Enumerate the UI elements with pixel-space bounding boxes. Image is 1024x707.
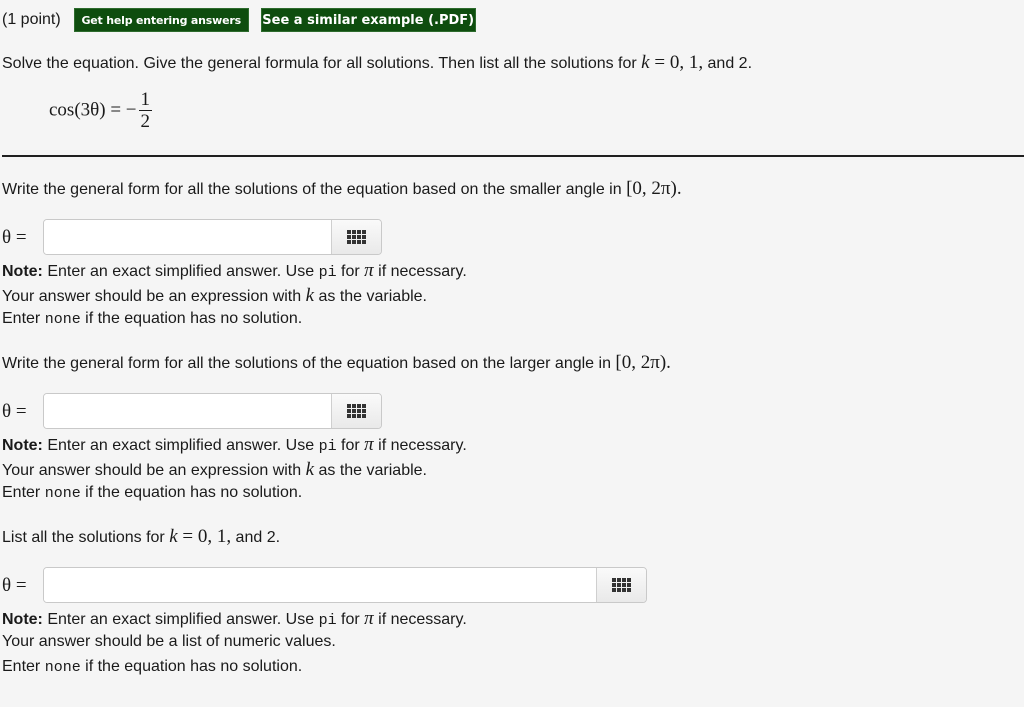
none-code: none [44,485,81,502]
k-variable: k [641,52,650,73]
part3-note [2,608,467,630]
part2-prompt [2,352,671,374]
pi-symbol: π [364,434,374,455]
note-text: for [336,437,365,454]
note-text: Enter an exact simplified answer. Use [42,437,319,454]
k-values: = 0, 1, [177,526,232,547]
numerator: 1 [140,89,151,110]
fraction [139,90,153,133]
equation-editor-button[interactable] [596,568,646,602]
prompt-suffix: and 2. [231,529,281,546]
theta-label: θ = [2,575,27,596]
theta-label: θ = [2,401,27,422]
pi-symbol: π [364,608,374,629]
part1-line2 [2,285,427,307]
hint-text: Enter [2,484,45,501]
denominator: 2 [140,111,151,132]
k-variable: k [305,459,315,480]
hint-text: Enter [2,658,45,675]
interval: [0, 2π). [615,352,671,373]
hint-text: if the equation has no solution. [80,658,303,675]
hint-text: if the equation has no solution. [80,310,303,327]
hint-text: Your answer should be an expression with [2,462,306,479]
help-entering-answers-button[interactable]: Get help entering answers [74,8,249,32]
equation-lhs: cos(3θ) = − [49,99,137,121]
part2-note [2,434,467,456]
note-label: Note: [2,263,43,280]
pi-code: pi [318,612,337,629]
grid-keypad-icon [347,230,366,244]
prompt-text: Write the general form for all the solutions of the equation based on the smaller angle in [2,181,627,198]
grid-keypad-icon [347,404,366,418]
part1-line3 [2,310,302,328]
pi-symbol: π [364,260,374,281]
prompt-text: Write the general form for all the solutions of the equation based on the larger angle in [2,355,616,372]
note-text: Enter an exact simplified answer. Use [42,611,319,628]
part3-line3 [2,658,302,676]
hint-text: Enter [2,310,45,327]
note-text: for [336,611,365,628]
part1-note [2,260,467,282]
note-label: Note: [2,437,43,454]
none-code: none [44,311,81,328]
k-values: = 0, 1, [649,52,704,73]
part3-prompt [2,526,280,548]
answer-box-2 [43,393,382,429]
problem-instruction [2,52,752,74]
part3-line2: Your answer should be a list of numeric values. [2,633,336,650]
grid-keypad-icon [612,578,631,592]
hint-text: as the variable. [314,462,427,479]
none-code: none [44,659,81,676]
answer-input-solution-list[interactable] [44,568,596,602]
instruction-text: Solve the equation. Give the general formula for all solutions. Then list all the solutions for [2,55,642,72]
note-text: if necessary. [373,263,467,280]
note-text: if necessary. [373,611,467,628]
hint-text: Your answer should be an expression with [2,288,306,305]
answer-box-3 [43,567,647,603]
divider [2,155,1024,157]
equation-editor-button[interactable] [331,394,381,428]
k-variable: k [169,526,178,547]
answer-box-1 [43,219,382,255]
note-text: if necessary. [373,437,467,454]
answer-input-smaller-angle[interactable] [44,220,331,254]
similar-example-button[interactable]: See a similar example (.PDF) [261,8,476,32]
prompt-text: List all the solutions for [2,529,170,546]
interval: [0, 2π). [626,178,682,199]
points-label: (1 point) [2,11,61,28]
part2-line3 [2,484,302,502]
note-text: Enter an exact simplified answer. Use [42,263,319,280]
part2-line2 [2,459,427,481]
part1-prompt [2,178,682,200]
theta-label: θ = [2,227,27,248]
equation-editor-button[interactable] [331,220,381,254]
pi-code: pi [318,438,337,455]
hint-text: if the equation has no solution. [80,484,303,501]
equation [49,90,152,133]
pi-code: pi [318,264,337,281]
hint-text: as the variable. [314,288,427,305]
note-text: for [336,263,365,280]
answer-input-larger-angle[interactable] [44,394,331,428]
note-label: Note: [2,611,43,628]
instruction-suffix: and 2. [703,55,753,72]
header [2,7,476,33]
k-variable: k [305,285,315,306]
